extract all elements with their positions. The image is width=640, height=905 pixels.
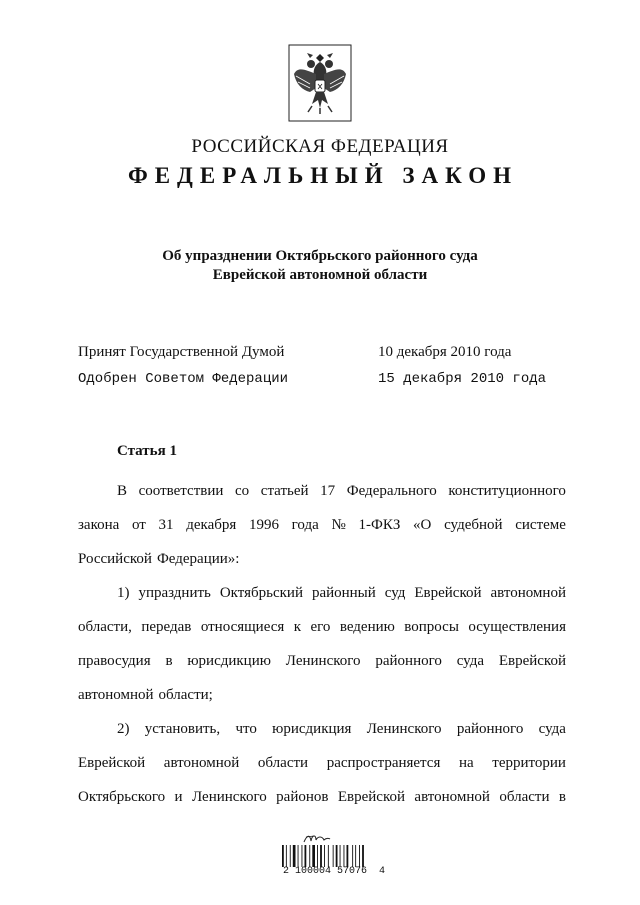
word: ведению	[339, 619, 395, 635]
word: правосудия	[78, 653, 151, 669]
barcode-bar	[298, 845, 299, 867]
text-line	[78, 508, 566, 542]
word: декабря	[186, 517, 237, 533]
word: системе	[515, 517, 566, 533]
word: 2)	[117, 721, 130, 737]
word: суд	[384, 585, 406, 601]
item-2-paragraph	[78, 712, 566, 814]
barcode-bar	[340, 845, 341, 867]
word: Ленинского	[285, 653, 361, 669]
word: области;	[158, 687, 213, 703]
word: его	[310, 619, 331, 635]
word: Еврейской	[337, 789, 406, 805]
word: автономной	[163, 755, 240, 771]
barcode-bar	[328, 845, 329, 867]
text-line	[78, 542, 566, 576]
word: к	[293, 619, 302, 635]
word: закона	[78, 517, 120, 533]
word: Еврейской	[498, 653, 566, 669]
word: в	[558, 789, 566, 805]
word: что	[235, 721, 257, 737]
word: передав	[141, 619, 192, 635]
word: юрисдикция	[272, 721, 352, 737]
word: в	[165, 653, 173, 669]
word: Федерации»:	[156, 551, 240, 567]
word: соответствии	[138, 483, 224, 499]
council-approval-label: Одобрен Советом Федерации	[78, 371, 289, 387]
word: Октябрьский	[219, 585, 303, 601]
word: 1)	[117, 585, 130, 601]
word: районного	[375, 653, 442, 669]
barcode-bar	[333, 845, 334, 867]
barcode-bar	[320, 845, 322, 867]
barcode-bar	[309, 845, 310, 867]
barcode-bar	[352, 845, 353, 867]
word: года	[291, 517, 319, 533]
text-line	[78, 746, 566, 780]
word: вопросы	[404, 619, 459, 635]
word: Федерального	[346, 483, 437, 499]
barcode-bar	[359, 845, 360, 867]
country-heading: РОССИЙСКАЯ ФЕДЕРАЦИЯ	[191, 136, 449, 157]
word: юрисдикцию	[187, 653, 271, 669]
word: 1996	[248, 517, 279, 533]
text-line	[78, 610, 566, 644]
word: области,	[78, 619, 132, 635]
word: районов	[276, 789, 329, 805]
word: автономной	[414, 789, 490, 805]
word: области	[257, 755, 309, 771]
word: Еврейской	[414, 585, 482, 601]
barcode-bar	[344, 845, 345, 867]
law-title-line: Об упразднении Октябрьского районного суда	[162, 248, 478, 264]
handwritten-mark-icon	[302, 831, 332, 845]
word: установить,	[144, 721, 221, 737]
text-line	[78, 576, 566, 610]
word: судебной	[444, 517, 503, 533]
barcode-bar	[317, 845, 318, 867]
word: относящиеся	[200, 619, 285, 635]
duma-adoption-date: 10 декабря 2010 года	[378, 344, 512, 360]
word: «О	[413, 517, 432, 533]
word: суда	[456, 653, 485, 669]
text-line	[78, 678, 566, 712]
word: районный	[311, 585, 376, 601]
barcode-bar	[324, 845, 325, 867]
barcode-icon	[282, 845, 366, 867]
word: распространяется	[326, 755, 441, 771]
word: Российской	[78, 551, 152, 567]
word: на	[458, 755, 474, 771]
word: конституционного	[448, 483, 566, 499]
barcode-bar	[355, 845, 356, 867]
barcode-number: 2 100004 57076 4	[283, 866, 386, 877]
document-type-heading: ФЕДЕРАЛЬНЫЙ ЗАКОН	[127, 163, 519, 188]
law-title	[0, 247, 640, 285]
word: Еврейской	[78, 755, 146, 771]
barcode-bar	[302, 845, 303, 867]
word: 1-ФКЗ	[358, 517, 401, 533]
word: от	[131, 517, 146, 533]
word: упразднить	[138, 585, 211, 601]
word: №	[331, 517, 346, 533]
word: 31	[158, 517, 174, 533]
word: районного	[456, 721, 524, 737]
barcode-bar	[286, 845, 287, 867]
word: В	[117, 483, 128, 499]
word: и	[174, 789, 183, 805]
word: автономной	[490, 585, 566, 601]
text-line	[78, 780, 566, 814]
word: территории	[492, 755, 566, 771]
barcode-bar	[305, 845, 307, 867]
word: области	[499, 789, 550, 805]
barcode-bar	[290, 845, 291, 867]
word: статьей	[260, 483, 309, 499]
article-heading: Статья 1	[117, 443, 177, 459]
barcode-bar	[336, 845, 338, 867]
word: автономной	[78, 687, 154, 703]
text-line	[78, 644, 566, 678]
word: 17	[320, 483, 336, 499]
item-1-paragraph	[78, 576, 566, 712]
barcode-bar	[293, 845, 296, 867]
word: со	[235, 483, 250, 499]
barcode-bar	[347, 845, 349, 867]
word: Ленинского	[191, 789, 267, 805]
word: осуществления	[468, 619, 566, 635]
text-line	[78, 712, 566, 746]
word: Ленинского	[366, 721, 442, 737]
council-approval-date: 15 декабря 2010 года	[378, 371, 547, 387]
barcode-bar	[312, 845, 315, 867]
duma-adoption-label: Принят Государственной Думой	[78, 344, 285, 360]
word: суда	[538, 721, 566, 737]
coat-of-arms-icon	[288, 44, 352, 122]
law-title-line: Еврейской автономной области	[212, 267, 428, 283]
barcode-bar	[282, 845, 284, 867]
text-line	[78, 474, 566, 508]
word: Октябрьского	[78, 789, 166, 805]
barcode-bar	[362, 845, 364, 867]
article-intro-paragraph	[78, 474, 566, 576]
